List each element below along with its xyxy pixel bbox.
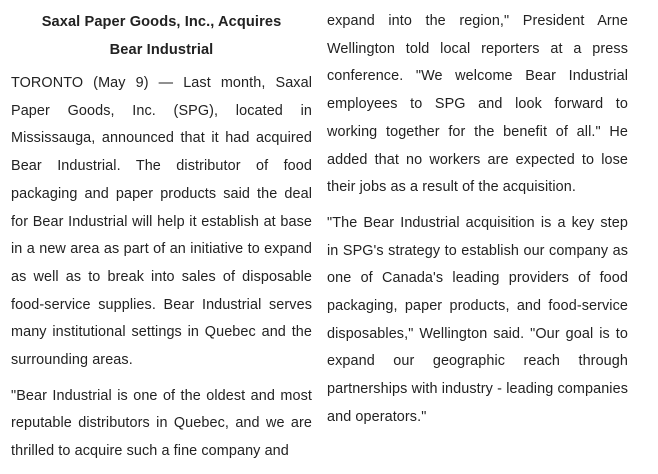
article-right-column xyxy=(327,8,628,440)
paragraph-strategy-quote: "The Bear Industrial acquisition is a key step in SPG's strategy to establish our company as one of Canada's leading providers of food packaging, paper products, and food-service disposables," Wellington said. "Our goal is to expand our geographic reach through partnerships with industry - leading companies and operators." xyxy=(327,214,628,425)
paragraph-dateline: TORONTO (May 9) — Last month, Saxal Paper Goods, Inc. (SPG), located in Mississauga, announced that it had acquired Bear Industrial. The distributor of food packaging and paper products said the deal for Bear Industrial will help it establish at base in a new area as part of an initiative to expand as well as to break into sales of disposable food-service supplies. Bear Industrial serves many institutional settings in Quebec and the surrounding areas. xyxy=(11,75,312,369)
paragraph-quote-continued: expand into the region," President Arne Wellington told local reporters at a press conference. "We welcome Bear Industrial employees to SPG and look forward to working together for the benefit of all." He added that no workers are expected to lose their jobs as a result of the acquisition. xyxy=(327,13,628,196)
paragraph-quote-start: "Bear Industrial is one of the oldest and most reputable distributors in Quebec, and we are thrilled to acquire such a fine company and xyxy=(11,387,312,460)
article-left-column xyxy=(11,8,312,474)
headline-line-2: Bear Industrial xyxy=(109,42,214,58)
headline-line-1: Saxal Paper Goods, Inc., Acquires xyxy=(41,14,282,30)
article-headline xyxy=(11,8,312,64)
